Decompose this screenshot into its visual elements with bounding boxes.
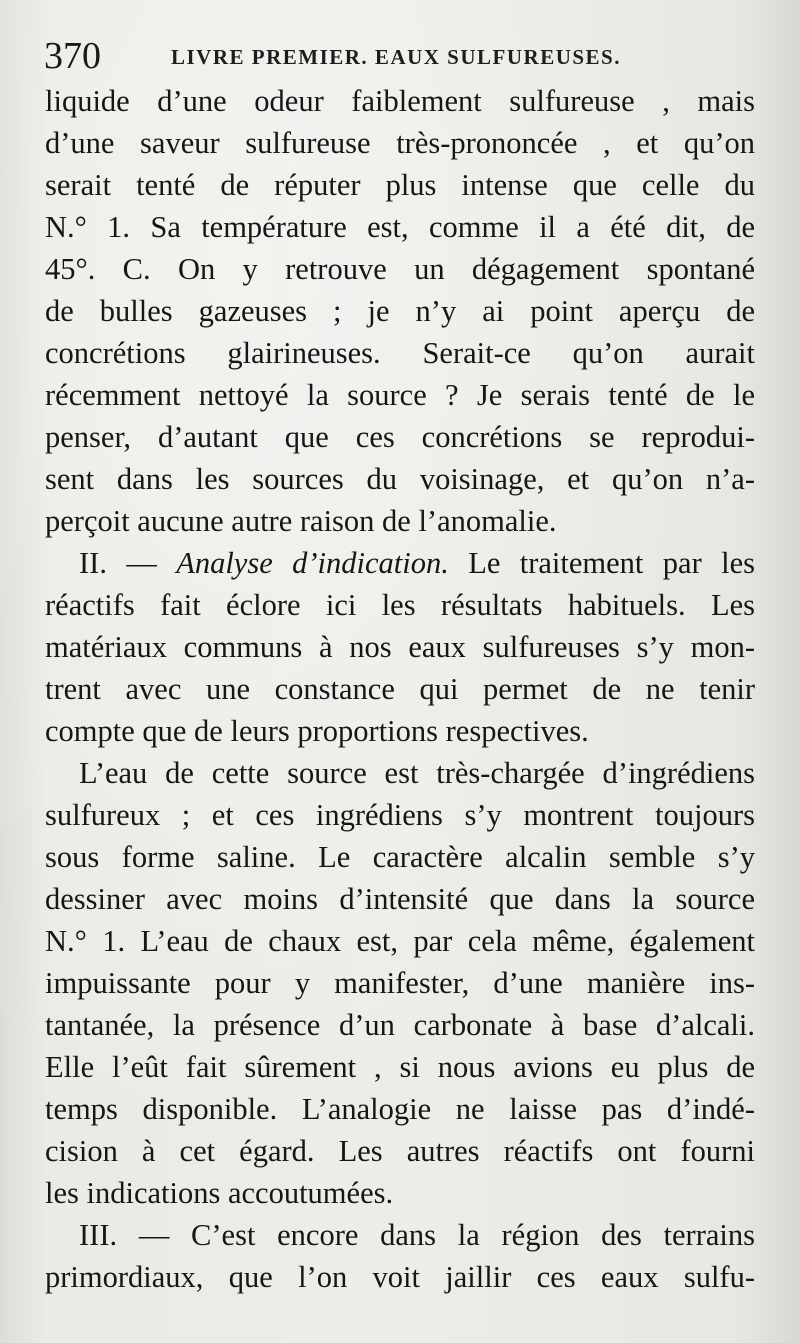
text-line: de bulles gazeuses ; je n’y ai point aperçu de [45,294,755,328]
text-line: primordiaux, que l’on voit jaillir ces eaux sulfu- [45,1260,755,1294]
section-lead-text: Le traitement par les [448,546,755,580]
text-line: Elle l’eût fait sûrement , si nous avions eu plus de [45,1050,755,1084]
text-line: matériaux communs à nos eaux sulfureuses s’y mon- [45,630,755,664]
text-line: penser, d’autant que ces concrétions se reprodui- [45,420,755,454]
text-line: d’une saveur sulfureuse très-prononcée , et qu’on [45,126,755,160]
page-number: 370 [44,35,101,77]
text-line: trent avec une constance qui permet de ne tenir [45,672,755,706]
paragraph-3 [45,752,755,1214]
text-line: sous forme saline. Le caractère alcalin semble s’y [45,840,755,874]
text-line: perçoit aucune autre raison de l’anomalie. [45,504,557,538]
text-line: réactifs fait éclore ici les résultats habituels. Les [45,588,755,622]
text-line: tantanée, la présence d’un carbonate à base d’alcali. [45,1008,755,1042]
running-head: LIVRE PREMIER. EAUX SULFUREUSES. [171,45,621,69]
paragraph-1 [45,80,755,542]
text-line: liquide d’une odeur faiblement sulfureuse , mais [45,84,755,118]
paragraph-2 [45,542,755,752]
text-line: L’eau de cette source est très-chargée d’ingrédiens [79,756,755,790]
text-line: impuissante pour y manifester, d’une manière ins- [45,966,755,1000]
text-line: compte que de leurs proportions respectives. [45,714,589,748]
text-line: concrétions glairineuses. Serait-ce qu’on aurait [45,336,755,370]
text-line: dessiner avec moins d’intensité que dans la source [45,882,755,916]
text-line: N.° 1. Sa température est, comme il a été dit, de [45,210,755,244]
text-line: 45°. C. On y retrouve un dégagement spontané [45,252,755,286]
text-line: récemment nettoyé la source ? Je serais tenté de le [45,378,755,412]
page-header [44,34,756,78]
text-line: sulfureux ; et ces ingrédiens s’y montrent toujours [45,798,755,832]
body-text [45,80,755,1298]
section-title: Analyse d’indication. [176,546,449,580]
section-heading-line [45,542,755,584]
section-number: II. — [79,546,177,580]
text-line: temps disponible. L’analogie ne laisse pas d’indé- [45,1092,755,1126]
paragraph-4 [45,1214,755,1298]
text-line: cision à cet égard. Les autres réactifs ont fourni [45,1134,755,1168]
text-line: sent dans les sources du voisinage, et qu’on n’a- [45,462,755,496]
text-line: serait tenté de réputer plus intense que celle du [45,168,755,202]
text-line: les indications accoutumées. [45,1176,394,1210]
text-line: III. — C’est encore dans la région des terrains [79,1218,755,1252]
text-line: N.° 1. L’eau de chaux est, par cela même, également [45,924,755,958]
